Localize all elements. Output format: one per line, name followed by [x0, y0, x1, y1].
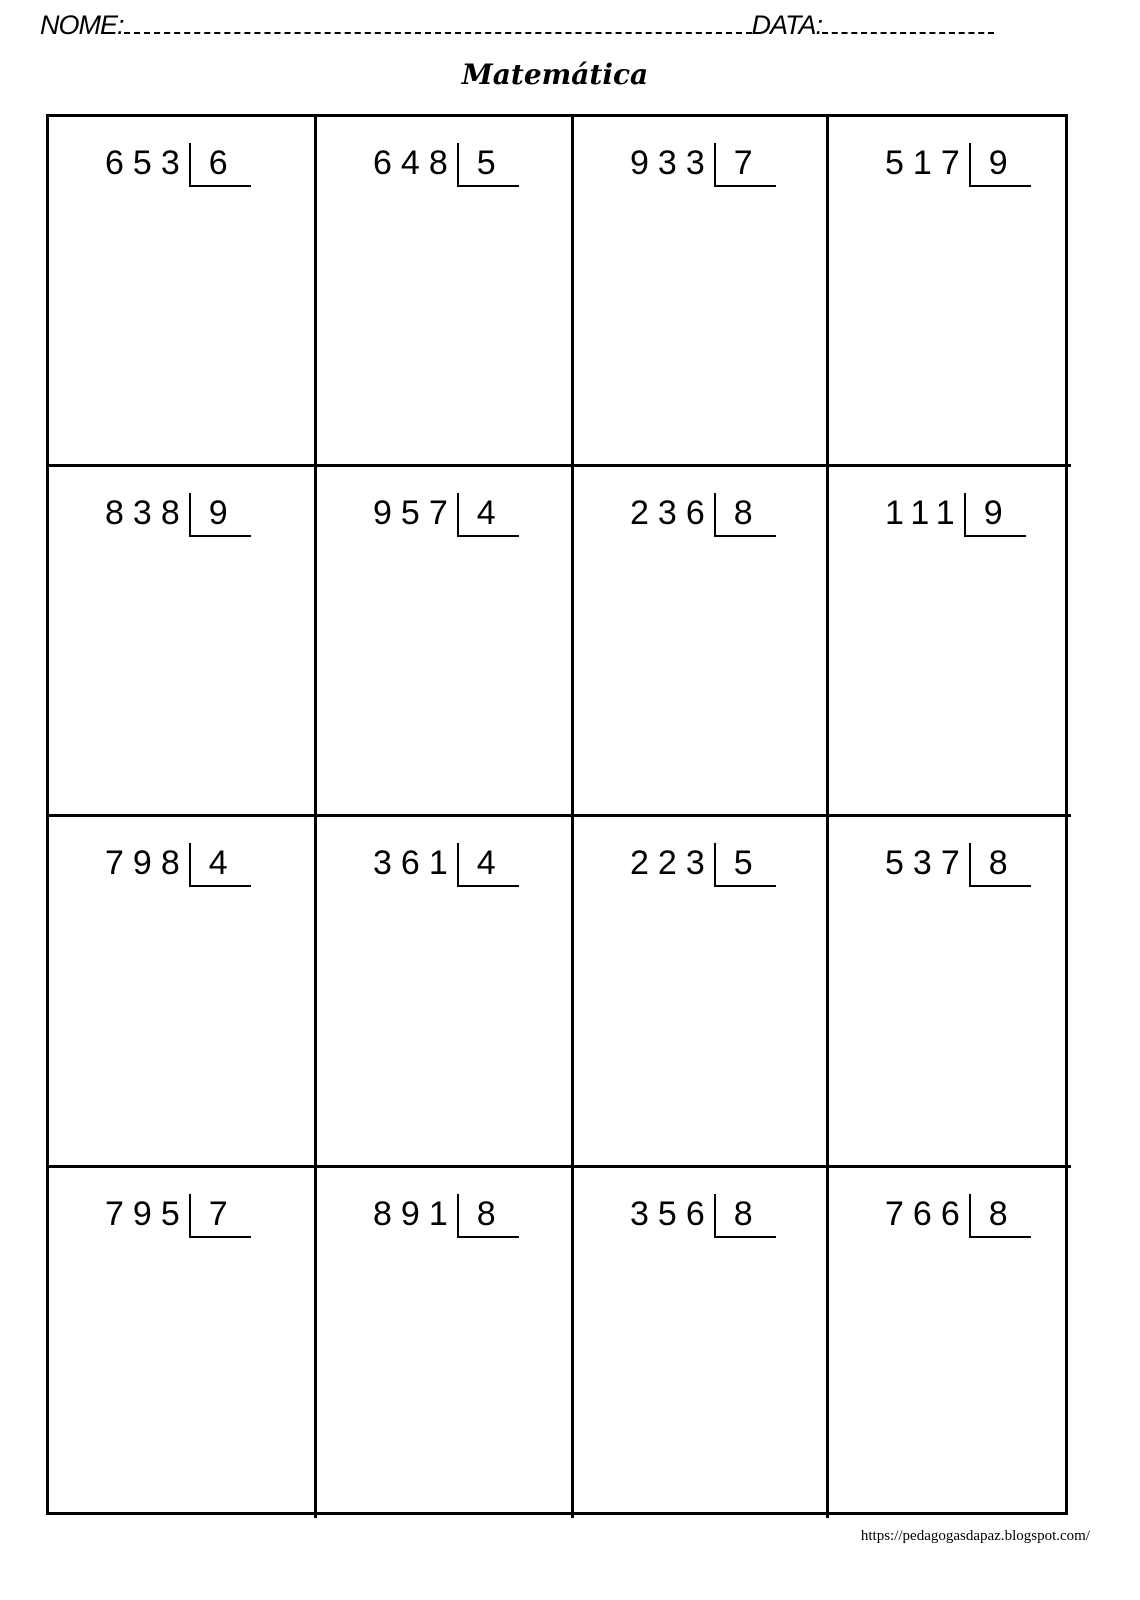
division-problem: [630, 843, 776, 887]
dividend: 361: [373, 844, 457, 882]
name-field[interactable]: [124, 12, 752, 34]
divisor: 6: [189, 143, 251, 187]
problem-cell[interactable]: [317, 467, 574, 817]
divisor: 7: [714, 143, 776, 187]
divisor: 8: [457, 1194, 519, 1238]
name-label: NOME:: [40, 10, 124, 40]
divisor: 8: [969, 1194, 1031, 1238]
problem-cell[interactable]: [829, 1168, 1071, 1518]
dividend: 537: [885, 844, 969, 882]
divisor: 4: [189, 843, 251, 887]
dividend: 933: [630, 144, 714, 182]
division-problem: [373, 143, 519, 187]
problem-cell[interactable]: [49, 817, 317, 1168]
division-problem: [373, 493, 519, 537]
dividend: 653: [105, 144, 189, 182]
divisor: 9: [964, 493, 1026, 537]
division-problem: [373, 1194, 519, 1238]
date-label: DATA:: [751, 10, 823, 40]
division-problem: [630, 1194, 776, 1238]
divisor: 9: [189, 493, 251, 537]
dividend: 111: [885, 494, 964, 532]
division-problem: [885, 493, 1026, 537]
dividend: 223: [630, 844, 714, 882]
problem-cell[interactable]: [317, 1168, 574, 1518]
divisor: 9: [969, 143, 1031, 187]
problem-cell[interactable]: [317, 817, 574, 1168]
division-problem: [885, 1194, 1031, 1238]
problem-cell[interactable]: [49, 467, 317, 817]
problem-cell[interactable]: [574, 467, 829, 817]
division-problem: [105, 493, 251, 537]
division-problem: [105, 143, 251, 187]
dividend: 236: [630, 494, 714, 532]
dividend: 795: [105, 1195, 189, 1233]
dividend: 766: [885, 1195, 969, 1233]
problem-cell[interactable]: [574, 817, 829, 1168]
divisor: 4: [457, 493, 519, 537]
date-field[interactable]: [822, 12, 994, 34]
problem-cell[interactable]: [574, 117, 829, 467]
divisor: 5: [457, 143, 519, 187]
footer-url: https://pedagogasdapaz.blogspot.com/: [860, 1528, 1090, 1544]
division-problem: [885, 843, 1031, 887]
page-title: Matemática: [461, 58, 649, 91]
dividend: 648: [373, 144, 457, 182]
problem-grid: [46, 114, 1068, 1515]
division-problem: [373, 843, 519, 887]
dividend: 891: [373, 1195, 457, 1233]
divisor: 4: [457, 843, 519, 887]
problem-cell[interactable]: [317, 117, 574, 467]
problem-cell[interactable]: [829, 817, 1071, 1168]
problem-cell[interactable]: [829, 117, 1071, 467]
divisor: 7: [189, 1194, 251, 1238]
problem-cell[interactable]: [49, 1168, 317, 1518]
problem-cell[interactable]: [574, 1168, 829, 1518]
divisor: 8: [714, 1194, 776, 1238]
divisor: 5: [714, 843, 776, 887]
division-problem: [105, 843, 251, 887]
divisor: 8: [714, 493, 776, 537]
dividend: 957: [373, 494, 457, 532]
division-problem: [885, 143, 1031, 187]
dividend: 838: [105, 494, 189, 532]
problem-cell[interactable]: [49, 117, 317, 467]
division-problem: [630, 143, 776, 187]
dividend: 356: [630, 1195, 714, 1233]
header-line: [40, 10, 994, 41]
problem-cell[interactable]: [829, 467, 1071, 817]
dividend: 517: [885, 144, 969, 182]
division-problem: [630, 493, 776, 537]
dividend: 798: [105, 844, 189, 882]
divisor: 8: [969, 843, 1031, 887]
division-problem: [105, 1194, 251, 1238]
